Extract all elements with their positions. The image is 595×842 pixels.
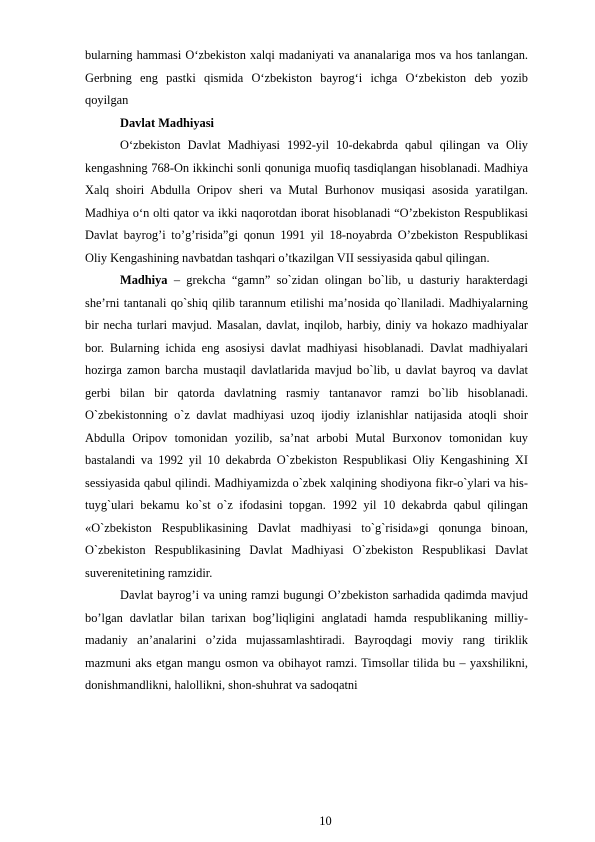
bold-term: Madhiya [120,273,168,287]
paragraph-anthem-1: O‘zbekiston Davlat Madhiyasi 1992-yil 10-dekabrda qabul qilingan va Oliy kengashning 768-On ikkinchi sonli qonuniga muofiq tasdiqlangan hisoblanadi. Madhiya Xalq shoiri Abdulla Oripov sheri va Mutal Burhonov musiqasi asosida yaratilgan. Madhiya o‘n olti qator va ikki naqorotdan iborat hisoblanadi “O’zbekiston Respublikasi Davlat bayrog’i to’g’risida”gi qonun 1991 yil 18-noyabrda O’zbekiston Respublikasi Oliy Kengashining navbatdan tashqari o’tkazilgan VII sessiyasida qabul qilingan. [85,138,528,265]
paragraph-flag: Davlat bayrog’i va uning ramzi bugungi O’zbekiston sarhadida qadimda mavjud bo’lgan davlatlar bilan tarixan bog’liqligini anglatadi hamda respublikaning milliy-madaniy an’analarini o’zida mujassamlashtiradi. Bayroqdagi moviy rang tiriklik mazmuni aks etgan mangu osmon va obihayot ramzi. Timsollar tilida bu – yaxshilikni, donishmandlikni, halollikni, shon-shuhrat va sadoqatni [85,588,528,692]
paragraph-anthem-2 [85,269,528,584]
paragraph-anthem-2-text: – grekcha “gamn” so`zidan olingan bo`lib, u dasturiy harakterdagi she’rni tantanali qo`shiq qilib tarannum etilishi ma’nosida qo`llaniladi. Madhiyalarning bir necha turlari mavjud. Masalan, davlat, inqilob, harbiy, diniy va hokazo madhiyalar bor. Bularning ichida eng asosiysi davlat madhiyasi hisoblanadi. Davlat madhiyalari hozirga zamon barcha mustaqil davlatlarida mavjud bo`lib, u davlat bayroq va davlat gerbi bilan bir qatorda davlatning rasmiy tantanavor ramzi bo`lib hisoblanadi. O`zbekistonning o`z davlat madhiyasi uzoq ijodiy izlanishlar natijasida atoqli shoir Abdulla Oripov tomonidan yozilib, sa’nat arbobi Mutal Burxonov tomonidan kuy bastalandi va 1992 yil 10 dekabrda O`zbekiston Respublikasi Oliy Kengashining XI sessiyasida qabul qilindi. Madhiyamizda o`zbek xalqining shodiyona fikr-o`ylari va his-tuyg`ulari bekamu ko`st o`z ifodasini topgan. 1992 yil 10 dekabrda qabul qilingan «O`zbekiston Respublikasining Davlat madhiyasi to`g`risida»gi qonunga binoan, O`zbekiston Respublikasining Davlat Madhiyasi O`zbekiston Respublikasi Davlat suverenitetining ramzidir. [85,273,528,580]
page-number: 10 [319,814,332,828]
paragraph-intro: bularning hammasi O‘zbekiston xalqi madaniyati va ananalariga mos va hos tanlangan. Gerbning eng pastki qismida O‘zbekiston bayrog‘i ichga O‘zbekiston deb yozib qoyilgan [85,48,528,107]
section-heading: Davlat Madhiyasi [120,115,214,130]
document-body [85,44,528,697]
